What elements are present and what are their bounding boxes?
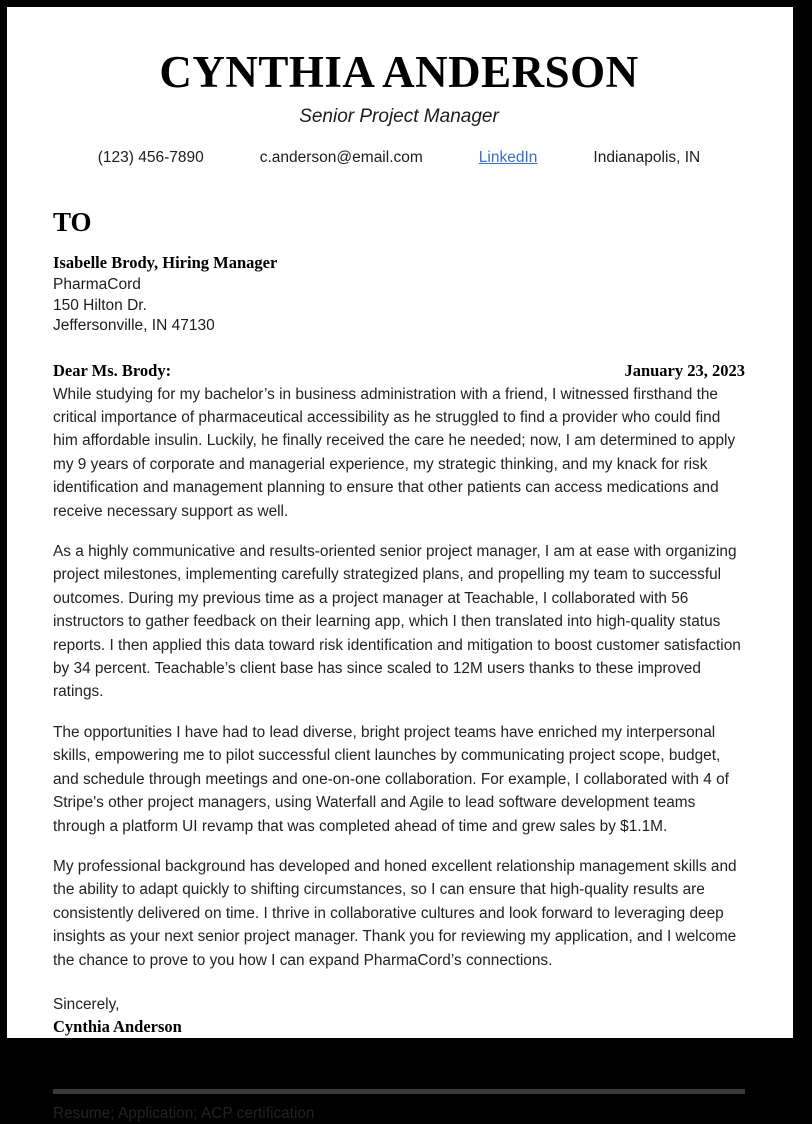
closing-block bbox=[53, 994, 745, 1038]
letter-date: January 23, 2023 bbox=[624, 360, 745, 380]
enclosures-divider bbox=[53, 1089, 745, 1094]
recipient-street: 150 Hilton Dr. bbox=[53, 296, 147, 314]
applicant-name: CYNTHIA ANDERSON bbox=[159, 47, 639, 97]
contact-phone: (123) 456-7890 bbox=[97, 149, 204, 167]
letter-header bbox=[53, 7, 745, 167]
closing-salutation: Sincerely, bbox=[53, 995, 120, 1013]
contact-location: Indianapolis, IN bbox=[593, 149, 701, 167]
recipient-company: PharmaCord bbox=[53, 276, 141, 294]
contact-linkedin-link[interactable]: LinkedIn bbox=[478, 149, 538, 167]
document-page bbox=[7, 7, 793, 1122]
contact-row bbox=[53, 149, 745, 167]
body-paragraph: As a highly communicative and results-oriented senior project manager, I am at ease with organizing project milestones, implementing carefully strategized plans, and propelling my team to successful outcomes. During my previous time as a project manager at Teachable, I collaborated with 56 instructors to gather feedback on their learning app, which I then translated into high-quality status reports. I then applied this data toward risk identification and mitigation to boost customer satisfaction by 34 percent. Teachable’s client base has since scaled to 12M users thanks to these improved ratings. bbox=[53, 543, 741, 701]
closing-signature-name: Cynthia Anderson bbox=[53, 1016, 182, 1036]
recipient-name: Isabelle Brody, Hiring Manager bbox=[53, 253, 278, 273]
body-paragraph: While studying for my bachelor’s in business administration with a friend, I witnessed firsthand the critical importance of pharmaceutical accessibility as he struggled to find a provider who could find him affordable insulin. Luckily, he finally received the care he needed; now, I am determined to apply my 9 years of corporate and managerial experience, my strategic thinking, and my knack for risk identification and management planning to ensure that other patients can access medications and receive necessary support as well. bbox=[53, 385, 736, 520]
letter-body bbox=[53, 383, 745, 972]
body-paragraph: My professional background has developed and honed excellent relationship management skills and the ability to adapt quickly to shifting circumstances, so I can ensure that high-quality results are consistently delivered on time. I thrive in collaborative cultures and look forward to leveraging deep insights as your next senior project manager. Thank you for reviewing my application, and I welcome the chance to prove to you how I can expand PharmaCord’s connections. bbox=[53, 857, 737, 969]
body-paragraph: The opportunities I have had to lead diverse, bright project teams have enriched my interpersonal skills, empowering me to pilot successful client launches by communicating project scope, budget, and schedule through meetings and one-on-one collaboration. For example, I collaborated with 4 of Stripe's other project managers, using Waterfall and Agile to lead software development teams through a platform UI revamp that was completed ahead of time and grew sales by $1.1M. bbox=[53, 723, 729, 835]
contact-email: c.anderson@email.com bbox=[259, 149, 423, 167]
recipient-city-state-zip: Jeffersonville, IN 47130 bbox=[53, 317, 215, 335]
document-content bbox=[53, 7, 745, 1124]
recipient-block bbox=[53, 252, 745, 336]
salutation-row bbox=[53, 361, 745, 381]
enclosures-items: Resume; Application; ACP certification bbox=[53, 1104, 315, 1122]
enclosures-heading: ENCLOSURES bbox=[53, 1065, 167, 1085]
salutation: Dear Ms. Brody: bbox=[53, 360, 172, 380]
enclosures-section bbox=[53, 1067, 745, 1124]
applicant-job-title: Senior Project Manager bbox=[299, 105, 499, 127]
to-section-heading: TO bbox=[53, 207, 92, 238]
